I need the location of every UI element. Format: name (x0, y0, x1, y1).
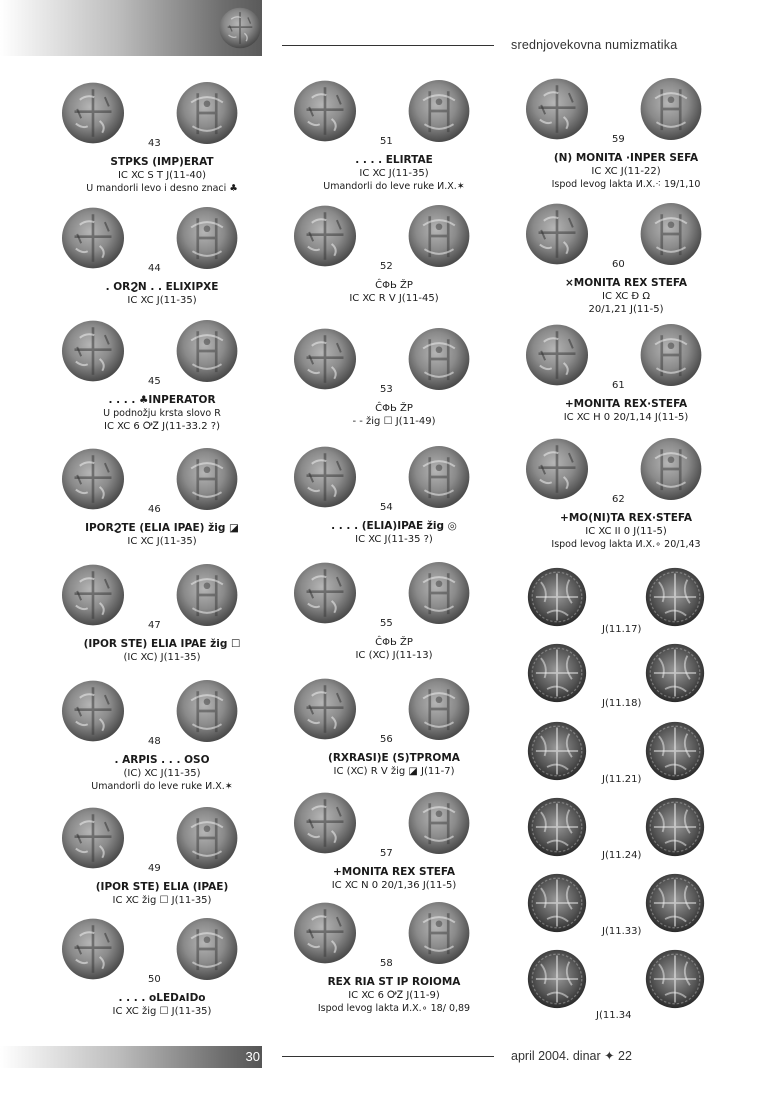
coin-obverse-image (526, 642, 588, 704)
note-line: U mandorli levo i desno znaci ♣ (86, 183, 238, 194)
footer-issue: april 2004. dinar ✦ 22 (511, 1049, 632, 1063)
coin-obverse-image (292, 790, 358, 856)
coin-reverse-image (644, 948, 706, 1010)
coin-obverse-image (60, 916, 126, 982)
coin-reverse-image (638, 201, 704, 267)
inscription-line: IC XC II 0 J(11-5) (585, 526, 667, 537)
inscription-line: IC XC J(11-35) (359, 168, 429, 179)
inscription-line: IC XC H 0 20/1,14 J(11-5) (563, 412, 689, 423)
coin-reverse-image (174, 562, 240, 628)
catalog-entry-52 (284, 203, 504, 305)
coin-reverse-image (174, 916, 240, 982)
reference-label: J(11.33) (602, 926, 642, 937)
coin-reverse-image (174, 446, 240, 512)
entry-number: 49 (148, 863, 161, 874)
legend-line: +MONITA REX STEFA (333, 866, 455, 878)
legend-line: +MO(NI)TA REX·STEFA (560, 512, 692, 524)
coin-obverse-image (292, 676, 358, 742)
monogram-line: ĈΦЬ ŽP (375, 403, 413, 414)
coin-reverse-image (644, 642, 706, 704)
inscription-line: IC XC J(11-35) (127, 295, 197, 306)
header-rule (282, 45, 494, 46)
catalog-entry-61 (516, 322, 736, 424)
coin-obverse-image (292, 560, 358, 626)
catalog-entry-44 (52, 205, 272, 307)
coin-obverse-image (60, 562, 126, 628)
legend-line: IPORϨTE (ELIA IPAE) žig ◪ (85, 522, 239, 534)
entry-number: 43 (148, 138, 161, 149)
inscription-line: IC XC N 0 20/1,36 J(11-5) (331, 880, 457, 891)
reference-label: J(11.21) (602, 774, 642, 785)
note-line: Ispod levog lakta И.Х.∘ 20/1,43 (551, 539, 701, 550)
footer-rule (282, 1056, 494, 1057)
coin-reverse-image (644, 566, 706, 628)
catalog-entry-60 (516, 201, 736, 316)
coin-obverse-image (60, 80, 126, 146)
entry-number: 45 (148, 376, 161, 387)
coin-obverse-image (60, 678, 126, 744)
inscription-line: IC XC S T J(11-40) (117, 170, 207, 181)
coin-obverse-image (292, 78, 358, 144)
coin-obverse-image (526, 948, 588, 1010)
coin-reverse-image (644, 796, 706, 858)
catalog-entry-47 (52, 562, 272, 664)
reference-label: J(11.34 (596, 1010, 632, 1021)
inscription-line: IC XC J(11-35) (127, 536, 197, 547)
coin-reverse-image (644, 872, 706, 934)
catalog-entry-53 (284, 326, 504, 428)
coin-reverse-image (174, 80, 240, 146)
entry-number: 54 (380, 502, 393, 513)
entry-number: 55 (380, 618, 393, 629)
legend-line: . . . . ♣INPERATOR (108, 394, 216, 406)
catalog-entry-48 (52, 678, 272, 793)
entry-number: 47 (148, 620, 161, 631)
coin-reverse-image (406, 203, 472, 269)
header-title: srednjovekovna numizmatika (511, 38, 678, 52)
coin-obverse-image (60, 446, 126, 512)
coin-obverse-image (526, 720, 588, 782)
legend-line: . . . . ELIRTAE (355, 154, 433, 166)
catalog-entry-51 (284, 78, 504, 193)
page-number: 30 (245, 1049, 260, 1064)
entry-number: 48 (148, 736, 161, 747)
coin-obverse-image (60, 318, 126, 384)
coin-obverse-image (60, 805, 126, 871)
entry-number: 59 (612, 134, 625, 145)
coin-obverse-image (526, 796, 588, 858)
entry-number: 60 (612, 259, 625, 270)
entry-number: 46 (148, 504, 161, 515)
note-line: Umandorli do leve ruke И.Х.✶ (323, 181, 465, 192)
coin-obverse-image (524, 201, 590, 267)
inscription-line: IC XC 6 ᎤᏃ J(11-33.2 ?) (104, 421, 220, 432)
legend-line: (RXRASI)E (S)TPROMA (328, 752, 460, 764)
monogram-line: ĈΦЬ ŽP (375, 280, 413, 291)
catalog-entry-49 (52, 805, 272, 907)
entry-number: 44 (148, 263, 161, 274)
entry-number: 52 (380, 261, 393, 272)
entry-number: 51 (380, 136, 393, 147)
coin-obverse-image (60, 205, 126, 271)
coin-obverse-image (292, 326, 358, 392)
coin-reverse-image (406, 326, 472, 392)
entry-number: 50 (148, 974, 161, 985)
coin-obverse-image (526, 872, 588, 934)
coin-reverse-image (638, 322, 704, 388)
catalog-entry-57 (284, 790, 504, 892)
inscription-line: IC (XC) R V žig ◪ J(11-7) (333, 766, 455, 777)
entry-number: 57 (380, 848, 393, 859)
coin-reverse-image (174, 805, 240, 871)
coin-obverse-image (524, 322, 590, 388)
note-line: U podnožju krsta slovo R (103, 408, 221, 419)
legend-line: (IPOR STE) ELIA IPAE žig ☐ (83, 638, 241, 650)
monogram-line: ĈΦЬ ŽP (375, 637, 413, 648)
catalog-entry-59 (516, 76, 736, 191)
inscription-line: - - žig ☐ J(11-49) (352, 416, 436, 427)
catalog-entry-62 (516, 436, 736, 551)
legend-line: (N) MONITA ·INPER SEFA (553, 152, 699, 164)
legend-line: . . . . oLEDᴀIDo (118, 992, 206, 1004)
reference-label: J(11.24) (602, 850, 642, 861)
inscription-line: IC XC R V J(11-45) (349, 293, 439, 304)
legend-line: . ARPIS . . . OSO (114, 754, 210, 766)
footer-gradient-band (0, 1046, 262, 1068)
legend-line: +MONITA REX·STEFA (564, 398, 688, 410)
reference-label: J(11.17) (602, 624, 642, 635)
entry-number: 53 (380, 384, 393, 395)
inscription-line: IC XC J(11-35 ?) (355, 534, 433, 545)
reference-label: J(11.18) (602, 698, 642, 709)
coin-reverse-image (174, 205, 240, 271)
coin-reverse-image (174, 318, 240, 384)
coin-reverse-image (638, 436, 704, 502)
coin-obverse-image (292, 203, 358, 269)
entry-number: 61 (612, 380, 625, 391)
coin-reverse-image (406, 560, 472, 626)
inscription-line: IC XC J(11-22) (591, 166, 661, 177)
coin-reverse-image (638, 76, 704, 142)
entry-number: 62 (612, 494, 625, 505)
legend-line: ×MONITA REX STEFA (565, 277, 687, 289)
header-coin-image (218, 4, 262, 52)
note-line: Umandorli do leve ruke И.Х.✶ (91, 781, 233, 792)
legend-line: (IPOR STE) ELIA (IPAE) (95, 881, 229, 893)
catalog-entry-46 (52, 446, 272, 548)
coin-reverse-image (406, 900, 472, 966)
coin-obverse-image (292, 444, 358, 510)
inscription-line: IC (XC) J(11-13) (355, 650, 433, 661)
inscription-line: IC XC Ɖ Ω (602, 291, 650, 302)
catalog-entry-45 (52, 318, 272, 433)
catalog-entry-54 (284, 444, 504, 546)
coin-obverse-image (524, 76, 590, 142)
coin-obverse-image (524, 436, 590, 502)
catalog-entry-50 (52, 916, 272, 1018)
legend-line: . . . . (ELIA)IPAE žig ◎ (331, 520, 457, 532)
legend-line: STPKS (IMP)ERAT (110, 156, 214, 168)
entry-number: 58 (380, 958, 393, 969)
catalog-entry-56 (284, 676, 504, 778)
coin-reverse-image (174, 678, 240, 744)
catalog-entry-43 (52, 80, 272, 195)
coin-reverse-image (406, 790, 472, 856)
note-line: Ispod levog lakta И.Х.∘ 18/ 0,89 (317, 1003, 471, 1014)
catalog-entry-58 (284, 900, 504, 1015)
coin-obverse-image (292, 900, 358, 966)
catalog-entry-55 (284, 560, 504, 662)
entry-number: 56 (380, 734, 393, 745)
inscription-line: IC XC žig ☐ J(11-35) (112, 895, 212, 906)
legend-line: . ORϨN . . ELIXIPXE (105, 281, 219, 293)
coin-obverse-image (526, 566, 588, 628)
coin-reverse-image (406, 444, 472, 510)
note-line: Ispod levog lakta И.Х.⁖ 19/1,10 (551, 179, 701, 190)
legend-line: REX RIA ST IP ROIOMA (327, 976, 461, 988)
coin-reverse-image (406, 676, 472, 742)
coin-reverse-image (644, 720, 706, 782)
inscription-line: (IC XC) J(11-35) (123, 652, 201, 663)
coin-reverse-image (406, 78, 472, 144)
inscription-line: IC XC žig ☐ J(11-35) (112, 1006, 212, 1017)
inscription-line: (IC) XC J(11-35) (123, 768, 201, 779)
weight-line: 20/1,21 J(11-5) (588, 304, 664, 315)
inscription-line: IC XC 6 ᎤᏃ J(11-9) (348, 990, 440, 1001)
